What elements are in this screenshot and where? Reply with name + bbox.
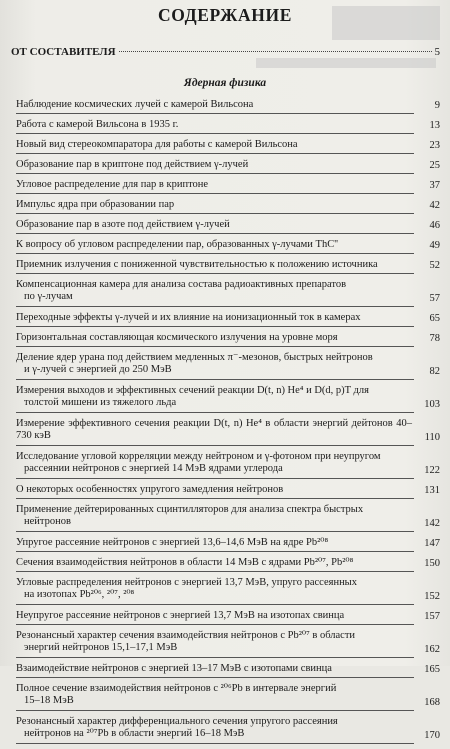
toc-entry [16, 663, 440, 683]
leader-dots [119, 51, 432, 52]
section-title: Ядерная физика [183, 77, 267, 89]
toc-entry-page: 46 [429, 220, 440, 231]
toc-entry-rule [16, 379, 414, 380]
preface-page: 5 [434, 46, 440, 58]
toc-entry-title [16, 504, 412, 528]
toc-entry-title [16, 418, 412, 442]
toc-entry-title [16, 179, 412, 191]
toc-entry-page: 82 [429, 366, 440, 377]
toc-entry-rule [16, 113, 414, 114]
toc-entry-rule [16, 445, 414, 446]
toc-entry-title [16, 557, 412, 569]
toc-entry-page: 23 [429, 140, 440, 151]
toc-entry-rule [16, 677, 414, 678]
toc-entry-rule [16, 326, 414, 327]
toc-entry-title [16, 199, 412, 211]
toc-entry-line1: Измерения выходов и эффективных сечений реакции D(t, n) He⁴ и D(d, p)T для [16, 385, 369, 396]
toc-entry-title [16, 99, 412, 111]
page-title: СОДЕРЖАНИЕ [157, 5, 292, 25]
toc-entry-page: 25 [429, 160, 440, 171]
toc-entry-page: 142 [424, 518, 440, 529]
toc-entry-page: 162 [424, 644, 440, 655]
toc-entry [16, 385, 440, 418]
toc-entry [16, 610, 440, 630]
toc-entry-line1: Горизонтальная составляющая космического излучения на уровне моря [16, 332, 338, 343]
toc-entry-page: 52 [429, 260, 440, 271]
toc-entry-rule [16, 173, 414, 174]
toc-entry-page: 165 [424, 664, 440, 675]
toc-list [16, 99, 440, 749]
toc-entry-rule [16, 133, 414, 134]
toc-entry-rule [16, 193, 414, 194]
toc-entry-page: 157 [424, 611, 440, 622]
toc-entry-rule [16, 571, 414, 572]
toc-entry [16, 352, 440, 385]
toc-entry-line1: Образование пар в криптоне под действием γ-лучей [16, 159, 249, 170]
toc-entry-title [16, 119, 412, 131]
toc-entry-page: 57 [429, 293, 440, 304]
toc-entry-title [16, 139, 412, 151]
toc-entry-page: 170 [424, 730, 440, 741]
toc-entry-rule [16, 657, 414, 658]
toc-entry [16, 199, 440, 219]
toc-entry [16, 159, 440, 179]
toc-entry-line1: Компенсационная камера для анализа состава радиоактивных препаратов [16, 279, 347, 290]
toc-entry-line2: энергий нейтронов 15,1–17,1 МэВ [24, 642, 178, 653]
toc-entry-line1: Неупругое рассеяние нейтронов с энергией 13,7 МэВ на изотопах свинца [16, 610, 345, 621]
toc-entry-page: 103 [424, 399, 440, 410]
toc-entry-title [16, 385, 412, 409]
toc-entry-page: 152 [424, 591, 440, 602]
toc-entry-line1: Исследование угловой корреляции между нейтроном и γ-фотоном при неупругом [16, 451, 381, 462]
toc-entry-title [16, 159, 412, 171]
toc-entry-page: 78 [429, 333, 440, 344]
toc-entry-title [16, 352, 412, 376]
toc-entry [16, 577, 440, 610]
toc-entry-line1: Импульс ядра при образовании пар [16, 199, 175, 210]
toc-entry-title [16, 239, 412, 251]
toc-entry-title [16, 451, 412, 475]
preface-label: ОТ СОСТАВИТЕЛЯ [11, 46, 116, 58]
toc-entry-page: 9 [434, 100, 440, 111]
toc-entry-line1: Измерение эффективного сечения реакции D(t, n) He⁴ в области энергий дейтонов 40–730 кэВ [16, 418, 412, 441]
toc-entry-page: 147 [424, 538, 440, 549]
toc-entry [16, 312, 440, 332]
toc-entry-page: 110 [424, 432, 440, 443]
toc-entry-page: 37 [429, 180, 440, 191]
toc-entry-rule [16, 743, 414, 744]
toc-entry-line1: К вопросу об угловом распределении пар, образованных γ-лучами ThC'' [16, 239, 338, 250]
toc-entry-line2: по γ-лучам [24, 291, 73, 302]
toc-entry-rule [16, 273, 414, 274]
toc-entry-line1: Резонансный характер дифференциального сечения упругого рассеяния [16, 716, 338, 727]
toc-entry-title [16, 610, 412, 622]
toc-entry-line1: Работа с камерой Вильсона в 1935 г. [16, 119, 179, 130]
preface-entry [11, 46, 440, 58]
toc-entry-title [16, 259, 412, 271]
toc-entry-page: 131 [424, 485, 440, 496]
toc-entry-rule [16, 624, 414, 625]
toc-entry [16, 537, 440, 557]
toc-entry [16, 630, 440, 663]
toc-entry [16, 119, 440, 139]
toc-entry-page: 13 [429, 120, 440, 131]
toc-entry-line1: Применение дейтерированных сцинтилляторов для анализа спектра быстрых [16, 504, 364, 515]
toc-entry-title [16, 484, 412, 496]
toc-entry-page: 150 [424, 558, 440, 569]
toc-entry-line1: О некоторых особенностях упругого замедления нейтронов [16, 484, 284, 495]
toc-entry-rule [16, 233, 414, 234]
toc-entry-page: 42 [429, 200, 440, 211]
toc-entry-line1: Угловые распределения нейтронов с энергией 13,7 МэВ, упруго рассеянных [16, 577, 357, 588]
toc-entry-title [16, 312, 412, 324]
toc-entry [16, 716, 440, 749]
toc-entry-title [16, 537, 412, 549]
toc-entry-rule [16, 604, 414, 605]
toc-entry-rule [16, 531, 414, 532]
toc-entry-line2: рассеянии нейтронов с энергией 14 МэВ ядрами углерода [24, 463, 283, 474]
toc-entry-line1: Переходные эффекты γ-лучей и их влияние на ионизационный ток в камерах [16, 312, 361, 323]
toc-entry-line2: и γ-лучей с энергией до 250 МэВ [24, 364, 172, 375]
toc-entry-rule [16, 213, 414, 214]
toc-entry-line2: нейтронов на ²⁰⁷Pb в области энергий 16–18 МэВ [24, 728, 245, 739]
faint-markings-lower [256, 58, 436, 68]
toc-entry-line1: Полное сечение взаимодействия нейтронов с ²⁰⁶Pb в интервале энергий [16, 683, 337, 694]
toc-entry-rule [16, 153, 414, 154]
toc-entry-page: 168 [424, 697, 440, 708]
toc-entry [16, 484, 440, 504]
toc-entry [16, 504, 440, 537]
toc-entry-title [16, 577, 412, 601]
toc-entry-rule [16, 306, 414, 307]
toc-entry-page: 65 [429, 313, 440, 324]
toc-entry-title [16, 219, 412, 231]
toc-entry [16, 557, 440, 577]
toc-entry-line1: Деление ядер урана под действием медленных π⁻-мезонов, быстрых нейтронов [16, 352, 373, 363]
toc-entry-rule [16, 710, 414, 711]
toc-entry [16, 418, 440, 451]
toc-entry [16, 451, 440, 484]
toc-entry-line1: Наблюдение космических лучей с камерой Вильсона [16, 99, 254, 110]
toc-entry [16, 279, 440, 312]
toc-entry [16, 259, 440, 279]
toc-entry [16, 219, 440, 239]
toc-entry [16, 239, 440, 259]
toc-entry-line1: Упругое рассеяние нейтронов с энергией 13,6–14,6 МэВ на ядре Pb²⁰⁸ [16, 537, 329, 548]
toc-entry-page: 122 [424, 465, 440, 476]
toc-entry-rule [16, 253, 414, 254]
toc-entry-title [16, 332, 412, 344]
toc-entry [16, 179, 440, 199]
toc-entry-rule [16, 478, 414, 479]
toc-entry-line1: Образование пар в азоте под действием γ-лучей [16, 219, 230, 230]
toc-entry-line1: Взаимодействие нейтронов с энергией 13–17 МэВ с изотопами свинца [16, 663, 332, 674]
toc-entry-line2: нейтронов [24, 516, 71, 527]
toc-entry-rule [16, 412, 414, 413]
toc-entry-rule [16, 551, 414, 552]
toc-entry-title [16, 716, 412, 740]
toc-entry-title [16, 663, 412, 675]
toc-entry-line2: 15–18 МэВ [24, 695, 74, 706]
toc-entry-title [16, 279, 412, 303]
toc-entry-line1: Угловое распределение для пар в криптоне [16, 179, 209, 190]
toc-entry [16, 332, 440, 352]
toc-entry-line1: Новый вид стереокомпаратора для работы с камерой Вильсона [16, 139, 298, 150]
toc-entry-rule [16, 346, 414, 347]
toc-entry [16, 139, 440, 159]
toc-entry-line2: толстой мишени из тяжелого льда [24, 397, 177, 408]
toc-entry-line1: Резонансный характер сечения взаимодействия нейтронов с Pb²⁰⁷ в области [16, 630, 356, 641]
toc-entry [16, 683, 440, 716]
toc-entry-line2: на изотопах Pb²⁰⁶, ²⁰⁷, ²⁰⁸ [24, 589, 135, 600]
toc-entry-rule [16, 498, 414, 499]
toc-entry-line1: Сечения взаимодействия нейтронов в области 14 МэВ с ядрами Pb²⁰⁷, Pb²⁰⁸ [16, 557, 354, 568]
toc-entry-line1: Приемник излучения с пониженной чувствительностью к положению источника [16, 259, 378, 270]
toc-entry-page: 49 [429, 240, 440, 251]
toc-entry [16, 99, 440, 119]
toc-entry-title [16, 683, 412, 707]
toc-entry-title [16, 630, 412, 654]
